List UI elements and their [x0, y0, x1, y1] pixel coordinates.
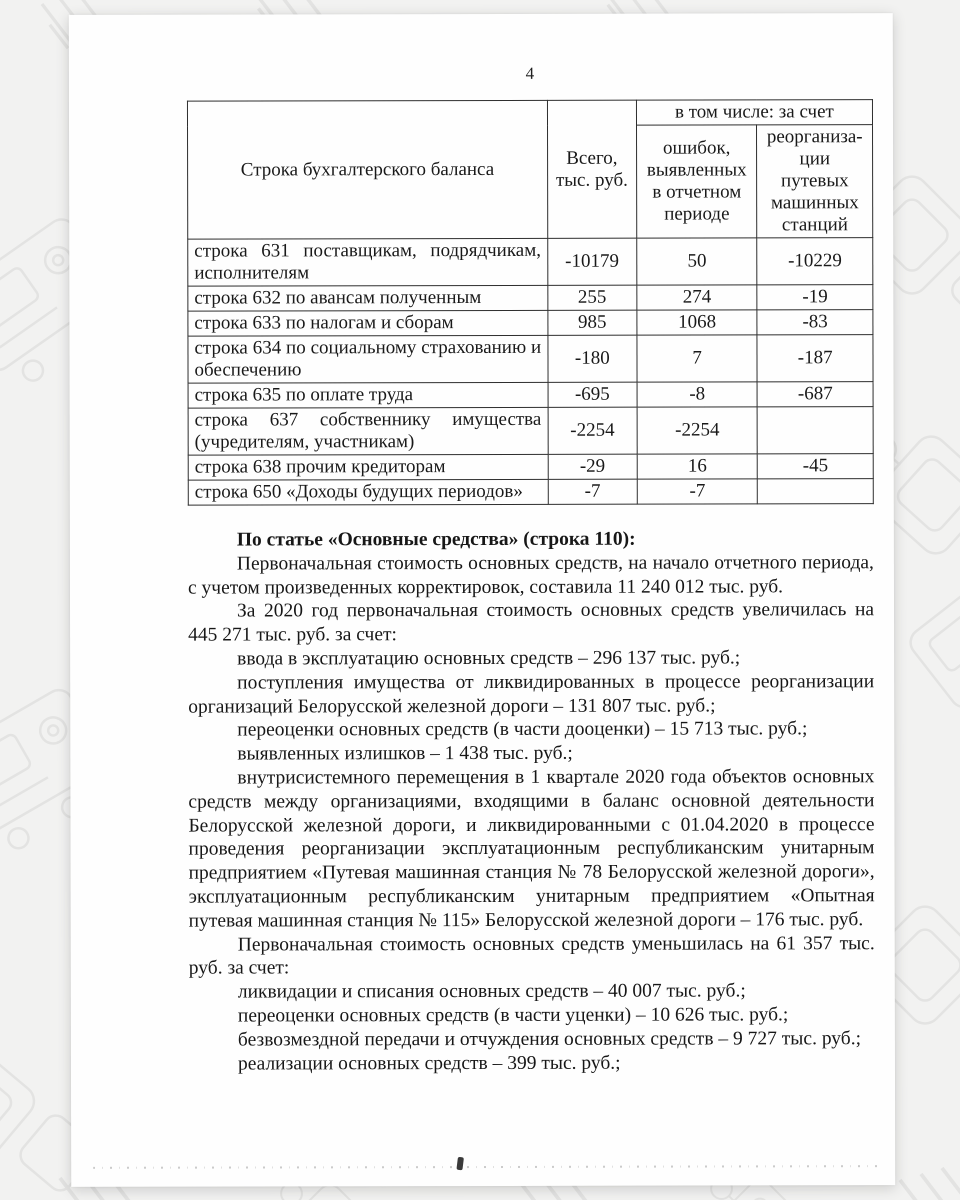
page-content: [187, 63, 875, 1076]
table-row: [188, 382, 873, 408]
row-label: строка 631 поставщикам, подрядчикам, исполнителям: [188, 238, 548, 286]
row-errors: -2254: [637, 407, 758, 454]
column-header-errors: ошибок, выявленных в отчетном периоде: [636, 125, 757, 238]
paragraph: ввода в эксплуатацию основных средств – 296 137 тыс. руб.;: [237, 647, 741, 670]
row-label: строка 635 по оплате труда: [188, 382, 548, 408]
paragraph: переоценки основных средств (в части дооценки) – 15 713 тыс. руб.;: [237, 718, 808, 741]
column-header-reorg: реорганиза-ции путевых машинных станций: [757, 125, 873, 238]
row-reorg: [758, 407, 874, 454]
row-label: строка 632 по авансам полученным: [188, 285, 548, 311]
table-row: [188, 310, 873, 336]
paragraph: внутрисистемного перемещения в 1 квартале 2020 года объектов основных средств между организациями, входящими в баланс основной деятельности Белорусской железной дороги, и ликвидированными с 01.04.2020 в процессе проведения реорганизации эксплуатационным республиканским унитарным предприятием «Путевая машинная станция № 78 Белорусской железной дороги», эксплуатационным республиканским унитарным предприятием «Опытная путевая машинная станция № 115» Белорусской железной дороги – 176 тыс. руб.: [188, 766, 875, 932]
table-row: [188, 285, 873, 311]
row-errors: 7: [637, 335, 758, 382]
section-heading: По статье «Основные средства» (строка 110):: [236, 528, 636, 551]
row-label: строка 637 собственнику имущества (учредителям, участникам): [188, 407, 548, 455]
row-errors: 16: [637, 454, 758, 479]
row-label: строка 650 «Доходы будущих периодов»: [188, 479, 548, 505]
balance-correction-table: [187, 99, 874, 505]
row-total: -180: [548, 335, 637, 382]
table-row: [188, 238, 873, 286]
paragraph: поступления имущества от ликвидированных в процессе реорганизации организаций Белорусской железной дороги – 131 807 тыс. руб.;: [188, 670, 875, 718]
row-reorg: -187: [757, 335, 873, 382]
row-errors: -8: [637, 382, 758, 407]
table-row: [188, 479, 873, 505]
row-total: -2254: [548, 407, 637, 454]
row-total: -7: [548, 479, 637, 504]
row-errors: -7: [637, 479, 758, 504]
row-total: 255: [548, 285, 637, 310]
row-total: -695: [548, 382, 637, 407]
paragraph: ликвидации и списания основных средств – 40 007 тыс. руб.;: [237, 980, 746, 1003]
row-reorg: [758, 479, 874, 504]
row-reorg: -687: [757, 382, 873, 407]
table-row: [188, 335, 873, 383]
paragraph: переоценки основных средств (в части уценки) – 10 626 тыс. руб.;: [237, 1004, 789, 1027]
row-label: строка 634 по социальному страхованию и обеспечению: [188, 335, 548, 383]
column-header-including: в том числе: за счет: [636, 100, 872, 125]
column-header-total: Всего, тыс. руб.: [547, 100, 636, 238]
document-page: [69, 13, 895, 1187]
table-header-row-1: [187, 100, 872, 126]
paragraph: выявленных излишков – 1 438 тыс. руб.;: [237, 742, 573, 765]
paragraph: Первоначальная стоимость основных средств, на начало отчетного периода, с учетом произведенных корректировок, составила 11 240 012 тыс. руб.: [187, 551, 874, 599]
paragraph: Первоначальная стоимость основных средств уменьшилась на 61 357 тыс. руб. за счет:: [188, 932, 875, 979]
row-total: 985: [548, 310, 637, 335]
row-errors: 50: [637, 238, 758, 285]
paragraph: безвозмездной передачи и отчуждения основных средств – 9 727 тыс. руб.;: [237, 1027, 862, 1051]
page-number: 4: [525, 63, 535, 83]
row-reorg: -45: [758, 454, 874, 479]
table-row: [188, 454, 873, 480]
paragraph: реализации основных средств – 399 тыс. руб.;: [237, 1052, 621, 1075]
row-total: -29: [548, 454, 637, 479]
paragraph: За 2020 год первоначальная стоимость основных средств увеличилась на 445 271 тыс. руб. за счет:: [188, 599, 875, 646]
row-total: -10179: [547, 238, 636, 285]
row-label: строка 633 по налогам и сборам: [188, 310, 548, 336]
row-reorg: -10229: [757, 238, 873, 285]
row-label: строка 638 прочим кредиторам: [188, 454, 548, 480]
scan-noise-line: [93, 1165, 879, 1169]
column-header-balance-row: Строка бухгалтерского баланса: [187, 100, 547, 239]
table-row: [188, 407, 873, 455]
row-reorg: -83: [757, 310, 873, 335]
body-text: [188, 527, 875, 1076]
row-reorg: -19: [757, 285, 873, 310]
row-errors: 1068: [637, 310, 758, 335]
row-errors: 274: [637, 285, 758, 310]
scan-artifact-mark: [456, 1157, 464, 1171]
